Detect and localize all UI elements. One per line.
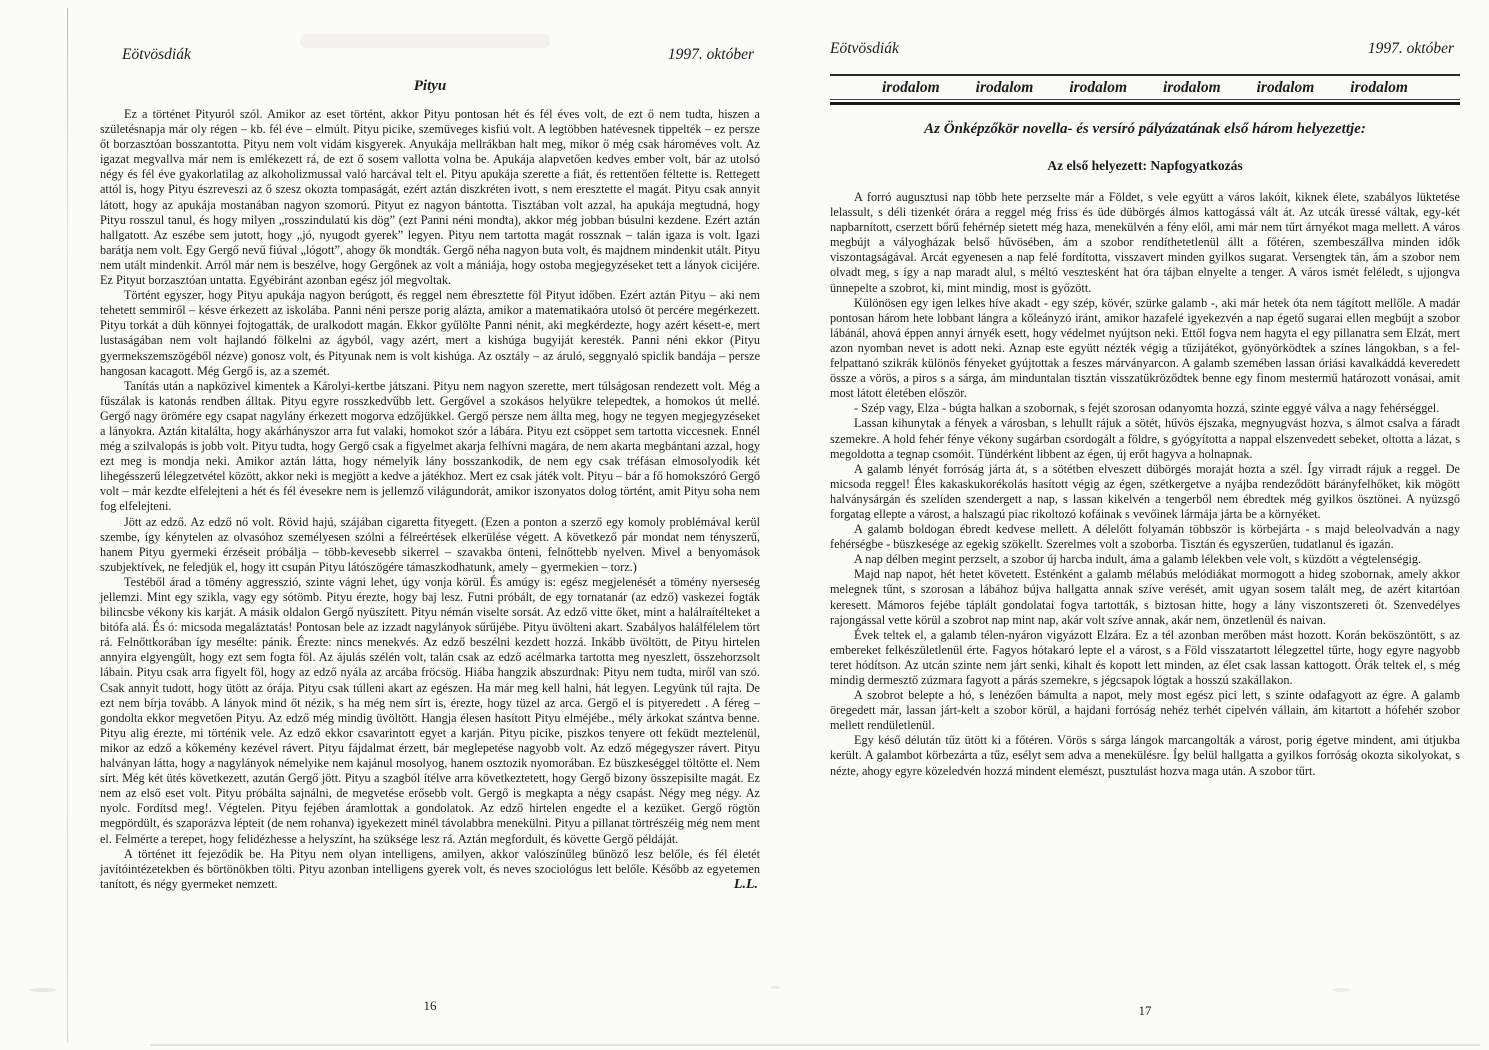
- story-paragraph: Testéből árad a tömény aggresszió, szinte vágni lehet, úgy vonja körül. És amúgy is: egész megjelenését a tömény nyerseség jellemzi. Mint egy szikla, vagy egy sótömb. Pityu érezte, hogy baj lesz. Futni próbált, de egy tornatanár (az edző) vaskezei fogták bilincsbe vékony kis karját. A másik oldalon Gergő nyüszített. Pityu némán viselte sorsát. Az edző vitte őket, mint a halálraítélteket a bitófa alá. És ó: micsoda megaláztatás! Pontosan bele az izzadt nagylányok sűrűjébe. Pityu üvölteni akart. Szabályos halálfélelem tört rá. Felnőttkorában így mesélte: pánik. Érezte: nincs menekvés. Az edző beszélni kezdett hozzá. Inkább üvöltött, de Pityu hirtelen annyira elgyengült, hogy ezt sem fogta föl. Az ájulás szélén volt, talán csak az edző acélmarka tartotta meg nyeszlett, összehorzsolt lábain. Pityu csak arra figyelt föl, hogy az edző nyála az arcába fröcsög. Hiába hangzik abszurdnak: Pityu nem tudta, miről van szó. Csak annyit tudott, hogy ütött az órája. Pityu csak túlleni akart az egészen. Ha már meg kell halni, hát legyen. Legyünk túl rajta. De ezt nem bírja tovább. A lányok mind őt nézik, s ha még nem sírt is, érezte, hogy tüzel az arca. Gergő el is pityeredett . A féreg – gondolta ekkor megvetően Pityu. Az edző még mindig üvöltött. Hangja élesen hasított Pityu elméjébe., mély árkokat szántva benne. Pityu alig érezte, mi történik vele. Az edző ekkor csavarintott egyet a karján. Pityu picike, piszkos tenyere ott feküdt meztelenül, mikor az edző a kőkemény kezével rávert. Pityu fájdalmat érzett, bár meglepetése nagyobb volt. Az edző mégegyszer rávert. Pityu halványan látta, hogy a nagylányok némelyike nem kajánul mosolyog, hanem osztozik nyomorában. Ez büszkeséggel töltötte el. Nem sírt. Még két ütés következett, azután Gergő jött. Pityu a szagból ítélve arra következtetett, hogy Gergő bizony összepisilte magát. Ez nem az első eset volt. Pityu próbálta sajnálni, de megvetése erősebb volt. Gergő is megkapta a négy csapást. Négy meg négy. Az nyolc. Fordítsd meg!. Végtelen. Pityu fejében áramlottak a gondolatok. Az edző hirtelen engedte el a kezüket. Gergő rögtön megpördült, és szaporázva lépteit (de nem rohanva) igyekezett minél távolabbra menekülni. Pityu a pillanat törtrészéig még nem ment el. Felmérte a terepet, hogy felidézhesse a helyszínt, ha szüksége lesz rá. Aztán megfordult, és követte Gergő példáját.: [100, 574, 760, 846]
- section-band-words: [830, 76, 1460, 99]
- journal-name: Eötvösdiák: [122, 46, 191, 63]
- story-paragraph: Majd nap napot, hét hetet követett. Esténként a galamb mélabús melódiákat mormogott a hideg szobornak, amely akkor melegnek tűnt, s szorosan a lábához bújva hallgatta annak szíve verését, amit ugyan sosem talált meg, de azért kitartóan keresett. Mámoros fejébe táplált gondolatai fogva tartották, s biztosan hitte, hogy a lány viszontszereti őt. Szenvedélyes rajongással vette körül a szobrot nap mint nap, akár volt szíve annak, akár nem, önzetlenül és naivan.: [830, 567, 1460, 627]
- story-body: [830, 190, 1460, 779]
- story-title: Az első helyezett: Napfogyatkozás: [1047, 158, 1243, 173]
- story-paragraph: - Szép vagy, Elza - búgta halkan a szobornak, s fejét szorosan odanyomta hozzá, szinte eggyé válva a nagy fehérséggel.: [854, 401, 1440, 416]
- section-label: irodalom: [1069, 79, 1128, 96]
- closing-text: A történet itt fejeződik be. Ha Pityu nem olyan intelligens, amilyen, akkor valószínűleg bűnöző lesz belőle, és fél életét javítóintézetekben és börtönökben tölti. Pityu azonban intelligens gyerek volt, és neves szociológus lett belőle. Később az egyetemen tanított, és négy gyermeket nemzett.: [100, 846, 760, 891]
- page-number-right: 17: [1138, 1003, 1152, 1018]
- journal-name: Eötvösdiák: [830, 40, 899, 57]
- story-paragraph: Jött az edző. Az edző nő volt. Rövid hajú, szájában cigaretta fityegett. (Ezen a ponton a szerző egy komoly problémával kerül szembe, így kénytelen az olvasóhoz személyesen szólni a félreértések elkerülése végett. A következő pár mondat nem tényszerű, hanem Pityu gyermeki érzéseit próbálja – több-kevesebb sikerrel – szavakba önteni, felnőttebb nyelven. Mivel a benyomások szubjektívek, ne feledjük el, hogy itt csupán Pityu látószögére támaszkodhatunk, amely – gyermekien – torz.): [100, 514, 760, 574]
- author-initials: L.L.: [733, 876, 758, 892]
- section-label: irodalom: [1256, 79, 1315, 96]
- section-label: irodalom: [1162, 79, 1221, 96]
- section-band: [830, 74, 1460, 105]
- scan-fold-line: [67, 8, 68, 1042]
- story-paragraph: Tanítás után a napközivel kimentek a Károlyi-kertbe játszani. Pityu nem nagyon szerette, mert túlságosan rendezett volt. Még a fűszálak is katonás rendben álltak. Pityu egyre rosszkedvűbb lett. Gergővel a szokásos helyükre telepedtek, a homokos út mellé. Gergő nagy örömére egy csapat nagylány érkezett mogorva edzőjükkel. Gergő persze nem állta meg, hogy ne tegyen megjegyzéseket a lányokra. Aztán kitalálta, hogy akárhányszor arra fut valaki, homokot szór a lábára. Pityu ezt csöppet sem tartotta viccesnek. Ennél még a szilvalopás is jobb volt. Pityu tudta, hogy Gergő csak a figyelmet akarja felhívni magára, de nem akarta megbántani azzal, hogy ezt meg is mondja neki. Amikor aztán látta, hogy némelyik lány bosszankodik, de nem egy csak tréfásan elmosolyodik két lihegésszerű lélegzetvétel között, akkor neki is megjött a kedve a játékhoz. Mert ez csak játék volt. Pityu – bár a fő homokszóró Gergő volt – már kezdte elfelejteni a hét és fél évesekre nem is jellemző világundorát, amikor iszonyatos dolog történt, amit Pityu soha nem fog elfelejteni.: [100, 378, 760, 514]
- section-label: irodalom: [882, 79, 940, 96]
- scan-speck: [770, 986, 780, 989]
- story-paragraph: Évek teltek el, a galamb télen-nyáron vigyázott Elzára. Ez a tél azonban merőben mást hozott. Korán beköszöntött, s az embereket felkészületlenül érte. Fagyos hótakaró lepte el a várost, s a Föld visszatartott lélegzettel tűrte, hogy egyre nagyobb teret hódítson. Az utcán szinte nem járt senki, kihalt és kopott lett minden, az élet csak lassan kattogott. Órák teltek el, s még mindig dermesztő zúzmara fagyott a párás szemekre, s jégcsapok lógtak a hosszú szakállakon.: [830, 627, 1460, 687]
- band-rule-bottom: [830, 102, 1460, 105]
- page-left: [100, 0, 760, 1050]
- issue-date: 1997. október: [1367, 40, 1454, 57]
- section-label: irodalom: [1350, 79, 1408, 96]
- left-page-header: [100, 0, 760, 64]
- story-title: Pityu: [413, 78, 447, 94]
- story-paragraph: A nap délben megint perzselt, a szobor új harcba indult, áma a galamb lélekben vele volt, s küzdött a végtelenségig.: [854, 552, 1422, 567]
- band-rule-mid: [830, 99, 1460, 100]
- page-right: [830, 0, 1460, 1050]
- story-paragraph: Lassan kihunytak a fények a városban, s lehullt rájuk a sötét, hűvös éjszaka, megnyugvást hozva, s álmot csalva a fáradt szemekre. A hold fehér fénye vékony sugárban csordogált a földre, s gyógyította a nappal elszenvedett sebeket, oltotta a lázat, s megoldotta a tegnap csomóit. Tündérként libbent az égen, új erőt hagyva a holnapnak.: [830, 416, 1460, 461]
- contest-subtitle: Az Önképzőkör novella- és versíró pályázatának első három helyezettje:: [924, 121, 1366, 137]
- issue-date: 1997. október: [667, 46, 754, 63]
- right-page-header: [830, 0, 1460, 58]
- story-paragraph: Történt egyszer, hogy Pityu apukája nagyon berúgott, és reggel nem ébresztette föl Pityut időben. Ezért aztán Pityu – aki nem tehetett semmiről – késve érkezett az iskolába. Panni néni persze porig alázta, amikor a matematikaóra utolsó öt percére megérkezett. Pityu torkát a düh könnyei fojtogatták, de uralkodott magán. Ekkor gyűlölte Panni nénit, aki megkérdezte, hogy azért késett-e, mert lustaságában nem volt hajlandó fölkelni az ágyból, vagy azért, mert a kishúga bugyiját keresték. Panni néni ekkor (Pityu gyermekszemszögéből nézve) gonosz volt, és Pityunak nem is volt kishúga. Az osztály – az áruló, seggnyaló spiclik bandája – persze hangosan kacagott. Még Gergő is, az a szemét.: [100, 288, 760, 378]
- story-paragraph: A szobrot belepte a hó, s lenézően bámulta a napot, mely most egész pici lett, s szinte odafagyott az égre. A galamb öregedett már, lassan járt-kelt a szobor körül, a hajdani forróság nehéz terhét cipelvén vállain, ám kitartott a hófehér szobor mellett rendületlenül.: [830, 688, 1460, 733]
- story-paragraph: A galamb boldogan ébredt kedvese mellett. A délelőtt folyamán többször is körbejárta - s majd beleolvadván a nagy fehérségbe - büszkesége az egekig szökellt. Szerelmes volt a szoborba. Tisztán és egyszerűen, tudatlanul és igazán.: [830, 522, 1460, 552]
- page-number-left: 16: [423, 998, 437, 1013]
- story-paragraph: A galamb lényét forróság járta át, s a sötétben elveszett dübörgés moraját hozta a szél. Így virradt rájuk a reggel. De micsoda reggel! Éles kakaskukorékolás hasított végig az égen, szétkergetve a nyájba rendeződött bárányfelhőket, kik mögött halványsárgán és szelíden szendergett a nap, s lassan kikelvén a tengerből nem ébredtek még gyilkos ösztönei. A nyüzsgő forgatag ellepte a várost, a halszagú piac rikoltozó kofáinak s vevőinek lármája járta be a környéket.: [830, 461, 1460, 521]
- story-paragraph: Ez a történet Pityuról szól. Amikor az eset történt, akkor Pityu pontosan hét és fél éves volt, de ezt ő nem tudta, hiszen a születésnapja már oly régen – kb. fél éve – elmúlt. Pityu picike, szemüveges kisfiú volt. A legtöbben hatévesnek tippelték – ez persze őt borzasztóan bosszantotta. Pityu nem volt vidám kisgyerek. Anyukája mellrákban halt meg, mikor ő még csak hároméves volt. Az igazat megvallva már nem is emlékezett rá, de ezt ő sosem vallotta volna be. Apukája alapvetően kedves ember volt, bár az utolsó négy és fél éve gyakorlatilag az alkoholizmussal való harcával telt el. Pityu apukája szerette a fiát, és rettentően féltette is. Rettegett attól is, hogy Pityu észreveszi az ő szesz okozta tompaságát, ezért aztán diszkréten ivott, s nem eresztette el magát. Pityu csak annyit látott, hogy az apukája mostanában nagyon szomorú. Pityut ez nagyon bántotta. Tisztában volt azzal, ha apukája megtudná, hogy Pityu rosszul tanul, és hogy milyen „rosszindulatú kis dög” (ezt Panni néni mondta), akkor még jobban búsulni kezdene. Ezért aztán hallgatott. Az eszébe sem jutott, hogy „jó, nyugodt gyerek” legyen. Pityu nem tartotta magát rossznak – talán igaza is volt. Igazi barátja nem volt. Egy Gergő nevű fiúval „lógott”, ahogy ők mondták. Gergő néha nagyon buta volt, és majdnem mindenkit utált. Pityu nem utált mindenkit. Arról már nem is beszélve, hogy Gergőnek az volt a mániája, hogy ostoba megjegyzéseket tett a lányok cicijére. Ez Pityut borzasztóan untatta. Egyébiránt azonban egész jól megvoltak.: [100, 107, 760, 288]
- closing-paragraph: [100, 847, 760, 892]
- section-label: irodalom: [975, 79, 1034, 96]
- story-paragraph: Egy késő délután tűz ütött ki a főtéren. Vörös s sárga lángok marcangolták a várost, porig égetve mindent, ami útjukba került. A galambot körbezárta a tűz, esélyt sem adva a menekülésre. Így belül hallgatta a gyilkos forróság okozta sikolyokat, s nézte, ahogy egyre közeledvén hozzá mindent elemészt, pusztulást hozva maga után. A szobor tűrt.: [830, 733, 1460, 778]
- story-paragraph: A forró augusztusi nap több hete perzselte már a Földet, s vele együtt a város lakóit, kiknek élete, szabályos lüktetése lelassult, s déli tizenkét órára a reggel még friss és üde dübörgés álmos kattogássá vált át. Az utcák üressé váltak, egy-két napbarnított, cserzett bőrű fehérnép sietett még haza, menekülvén a fény elől, ami már nem tűrt árnyékot maga mellett. A város megbújt a vályogházak belső hűvösében, ám a szobor rendíthetetlenül állt a főtéren, szembeszállva minden idők viszontagságával. Arcát egyenesen a nap felé fordította, visszavert minden gyilkos sugarat. Versengtek tán, ám a szobor nem olvadt meg, s így a nap maradt alul, s méltó vesztesként hat óra tájban elnyelte a tenger. A város ismét feléledt, s ujjongva ünnepelte a szobrot, ki, mint mindig, most is győzött.: [830, 190, 1460, 295]
- story-body: [100, 107, 760, 847]
- story-paragraph: Különösen egy igen lelkes híve akadt - egy szép, kövér, szürke galamb -, aki már hetek óta nem tágított mellőle. A madár pontosan három hete lobbant lángra a kőleányzó iránt, amikor hazafelé igyekezvén a nap égető sugarai ellen megbújt a szobor lábánál, ahová éppen annyi árnyék esett, hogy védelmet nyújtson neki. Ettől fogva nem hagyta el egy pillanatra sem Elzát, mert azon nyomban nevet is adott neki. Aznap este együtt nézték végig a tűzijátékot, gyönyörködtek a színes lángokban, s a fel-felpattanó szikrák különös fényeket gyújtottak a feszes márványarcon. A galamb szemében lassan óriási kavalkáddá keveredett össze a vörös, a piros s a sárga, ám minduntalan tisztán visszatükröződtek benne egy finom mestermű határozott vonásai, amit most látott életében először.: [830, 295, 1460, 401]
- scan-speck: [30, 988, 56, 992]
